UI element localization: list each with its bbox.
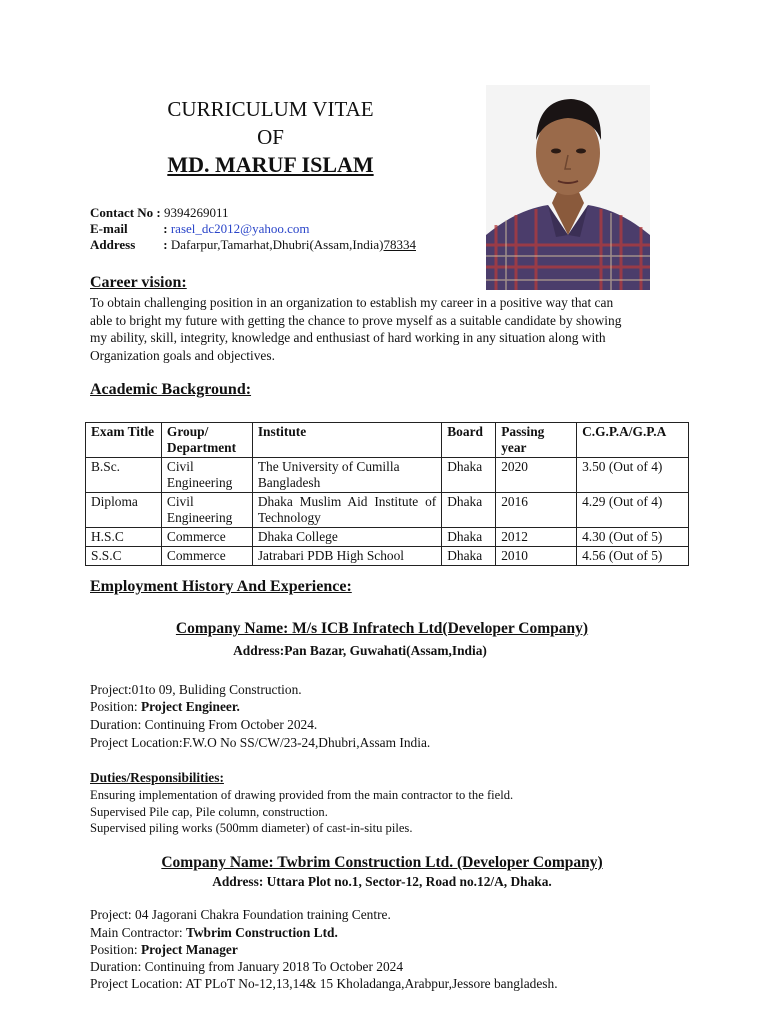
contact-label: Contact No : [90, 205, 161, 220]
cv-title-of: OF [257, 125, 284, 149]
table-cell: 2010 [496, 547, 577, 566]
career-vision-heading: Career vision: [90, 274, 187, 291]
position-label: Position: [90, 942, 141, 957]
company2-position [90, 941, 238, 958]
table-cell: 2020 [496, 458, 577, 493]
company1-name: Company Name: M/s ICB Infratech Ltd(Developer Company) [175, 620, 589, 637]
contractor-label: Main Contractor: [90, 925, 186, 940]
table-cell: 4.30 (Out of 5) [577, 528, 689, 547]
table-cell: Commerce [161, 528, 252, 547]
career-line: Organization goals and objectives. [90, 347, 275, 363]
table-row [86, 493, 689, 528]
address-pin: 78334 [383, 237, 416, 252]
email-sep: : [163, 221, 168, 236]
address-row [90, 237, 416, 253]
table-cell: H.S.C [86, 528, 162, 547]
table-cell: 2016 [496, 493, 577, 528]
address-label: Address [90, 237, 136, 252]
cv-title: CURRICULUM VITAE [167, 97, 374, 121]
table-cell: Jatrabari PDB High School [252, 547, 441, 566]
table-cell: Dhaka College [252, 528, 441, 547]
table-cell: B.Sc. [86, 458, 162, 493]
career-line: To obtain challenging position in an organization to establish my career in a positive way that can [90, 295, 614, 310]
duty-item: Ensuring implementation of drawing provided from the main contractor to the field. [90, 788, 514, 802]
company1-project: Project:01to 09, Buliding Construction. [90, 682, 302, 697]
table-cell: Dhaka [442, 547, 496, 566]
company1-location: Project Location:F.W.O No SS/CW/23-24,Dhubri,Assam India. [90, 735, 431, 750]
company1-duration: Duration: Continuing From October 2024. [90, 717, 318, 732]
duties-heading: Duties/Responsibilities: [90, 770, 224, 785]
duty-item: Supervised piling works (500mm diameter) of cast-in-situ piles. [90, 821, 413, 835]
table-cell: 2012 [496, 528, 577, 547]
position-value: Project Manager [140, 942, 238, 957]
table-row [86, 547, 689, 566]
table-cell: Dhaka [442, 528, 496, 547]
column-header: Group/ Department [161, 423, 252, 458]
column-header: Exam Title [86, 423, 162, 458]
table-cell: 3.50 (Out of 4) [577, 458, 689, 493]
table-cell: S.S.C [86, 547, 162, 566]
email-link[interactable]: rasel_dc2012@yahoo.com [170, 221, 310, 236]
column-header: C.G.P.A/G.P.A [577, 423, 689, 458]
table-cell: 4.29 (Out of 4) [577, 493, 689, 528]
table-cell: 4.56 (Out of 5) [577, 547, 689, 566]
company2-contractor [90, 924, 338, 941]
table-row [86, 528, 689, 547]
company2-location: Project Location: AT PLoT No-12,13,14& 15 Kholadanga,Arabpur,Jessore bangladesh. [90, 976, 558, 991]
contact-row [90, 205, 229, 221]
table-row [86, 458, 689, 493]
profile-photo [486, 85, 650, 290]
table-cell: Dhaka [442, 458, 496, 493]
column-header: Board [442, 423, 496, 458]
address-sep: : [163, 237, 168, 252]
position-label: Position: [90, 699, 141, 714]
table-cell: Commerce [161, 547, 252, 566]
table-cell: Dhaka Muslim Aid Institute of Technology [252, 493, 441, 528]
academic-heading: Academic Background: [90, 381, 252, 398]
table-cell: Diploma [86, 493, 162, 528]
candidate-name: MD. MARUF ISLAM [167, 152, 374, 177]
position-value: Project Engineer. [140, 699, 240, 714]
company2-address: Address: Uttara Plot no.1, Sector-12, Road no.12/A, Dhaka. [212, 874, 552, 889]
table-cell: Dhaka [442, 493, 496, 528]
table-header-row [86, 423, 689, 458]
academic-table [85, 422, 689, 566]
company1-address: Address:Pan Bazar, Guwahati(Assam,India) [233, 643, 487, 658]
employment-heading: Employment History And Experience: [90, 578, 352, 595]
career-line: able to bright my future with getting the chance to prove myself as a suitable candidate by showing [90, 312, 622, 328]
table-cell: The University of Cumilla Bangladesh [252, 458, 441, 493]
contractor-value: Twbrim Construction Ltd. [185, 925, 338, 940]
contact-number: 9394269011 [164, 205, 229, 220]
column-header: Institute [252, 423, 441, 458]
email-row [90, 221, 310, 237]
duty-item: Supervised Pile cap, Pile column, construction. [90, 805, 328, 819]
company1-position [90, 698, 240, 715]
email-label: E-mail [90, 221, 128, 236]
company2-duration: Duration: Continuing from January 2018 To October 2024 [90, 959, 404, 974]
career-vision-text [90, 294, 670, 364]
address-value: Dafarpur,Tamarhat,Dhubri(Assam,India) [170, 237, 384, 252]
career-line: my ability, skill, integrity, knowledge and enthusiast of hard working in any situation along with [90, 330, 606, 345]
table-cell: Civil Engineering [161, 493, 252, 528]
table-cell: Civil Engineering [161, 458, 252, 493]
company2-name: Company Name: Twbrim Construction Ltd. (Developer Company) [161, 854, 603, 871]
company2-project: Project: 04 Jagorani Chakra Foundation training Centre. [90, 907, 391, 922]
column-header: Passing year [496, 423, 577, 458]
